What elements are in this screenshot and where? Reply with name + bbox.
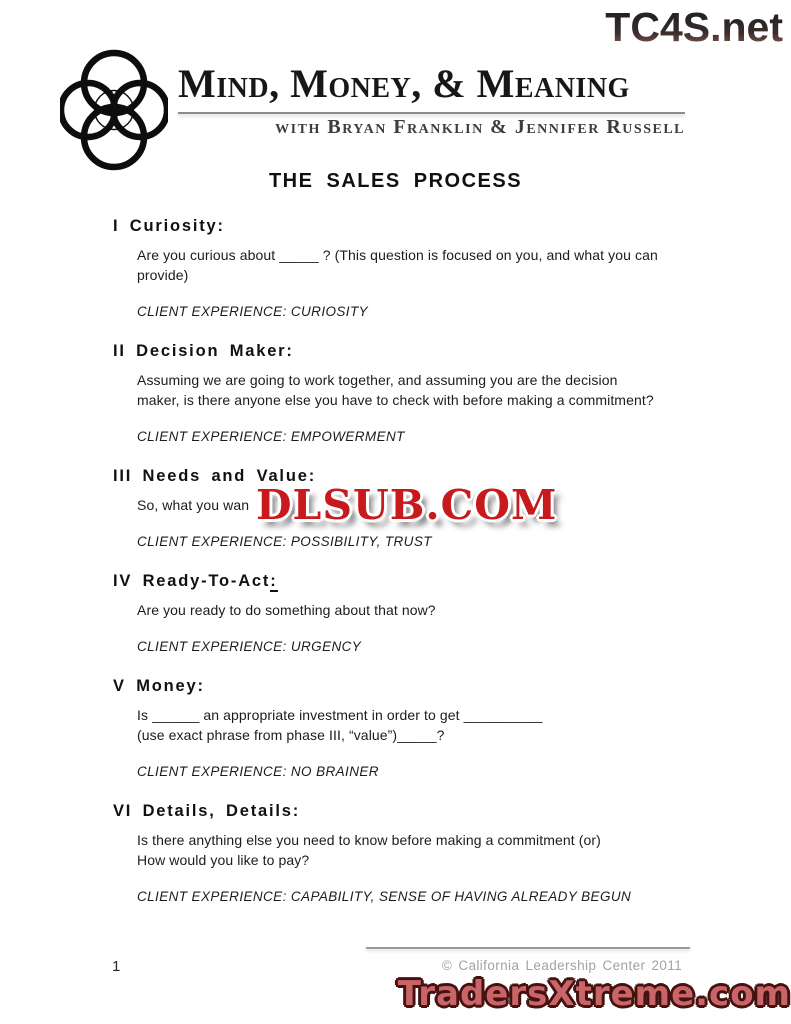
footer-divider (366, 947, 690, 949)
heading-colon: : (308, 467, 316, 485)
brand-subtitle: with Bryan Franklin & Jennifer Russell (275, 116, 685, 138)
section-heading (113, 341, 688, 362)
document-body (113, 216, 688, 926)
body-line: (use exact phrase from phase III, “value”)_____? (137, 727, 445, 743)
body-line: How would you like to pay? (137, 852, 310, 868)
section-heading (113, 801, 688, 822)
section-body (137, 370, 688, 410)
section-body (137, 705, 688, 745)
tc4s-watermark: TC4S.net (605, 4, 783, 50)
heading-colon: : (286, 342, 294, 360)
body-line: Assuming we are going to work together, and assuming you are the decision (137, 372, 618, 388)
section-heading (113, 676, 688, 697)
heading-text: III Needs and Value (113, 467, 309, 485)
body-line: maker, is there anyone else you have to check with before making a commitment? (137, 392, 654, 408)
client-experience-line: CLIENT EXPERIENCE: URGENCY (137, 639, 362, 654)
client-experience-line: CLIENT EXPERIENCE: CURIOSITY (137, 304, 368, 319)
body-line: Are you curious about _____ ? (This question is focused on you, and what you can (137, 247, 658, 263)
body-line-partially-obscured: So, what you wan (137, 497, 250, 513)
heading-colon: : (217, 217, 225, 235)
copyright-line: © California Leadership Center 2011 (441, 958, 683, 973)
heading-colon: : (197, 677, 205, 695)
heading-text: IV Ready-To-Act (113, 572, 271, 590)
heading-text: V Money (113, 677, 198, 695)
heading-colon: : (292, 802, 301, 820)
client-experience-line: CLIENT EXPERIENCE: EMPOWERMENT (137, 429, 405, 444)
brand-divider (178, 112, 685, 114)
body-line: provide) (137, 267, 189, 283)
client-experience-line: CLIENT EXPERIENCE: CAPABILITY, SENSE OF HAVING ALREADY BEGUN (137, 889, 632, 904)
section-details (113, 801, 688, 907)
heading-text: II Decision Maker (113, 342, 287, 360)
section-curiosity (113, 216, 688, 322)
heading-colon-underlined: : (270, 572, 278, 590)
dlsub-watermark: DLSUB.COM (256, 481, 558, 529)
section-body (137, 600, 688, 620)
body-line: Is ______ an appropriate investment in order to get __________ (137, 707, 543, 723)
overlapping-circles-icon (60, 47, 168, 178)
section-ready-to-act (113, 571, 688, 657)
section-body (137, 830, 688, 870)
heading-text: I Curiosity (113, 217, 218, 235)
section-heading (113, 216, 688, 237)
section-heading (113, 571, 688, 592)
tradersxtreme-watermark: TradersXtreme.com (397, 974, 791, 1014)
heading-text: VI Details, Details (113, 802, 293, 820)
client-experience-line: CLIENT EXPERIENCE: POSSIBILITY, TRUST (137, 534, 432, 549)
section-money (113, 676, 688, 782)
page-number: 1 (112, 958, 121, 975)
brand-title: Mind, Money, & Meaning (178, 61, 630, 106)
body-line: Is there anything else you need to know before making a commitment (or) (137, 832, 601, 848)
section-decision-maker (113, 341, 688, 447)
document-title: THE SALES PROCESS (268, 170, 523, 192)
client-experience-line: CLIENT EXPERIENCE: NO BRAINER (137, 764, 379, 779)
body-line: Are you ready to do something about that now? (137, 602, 436, 618)
section-body (137, 245, 688, 285)
